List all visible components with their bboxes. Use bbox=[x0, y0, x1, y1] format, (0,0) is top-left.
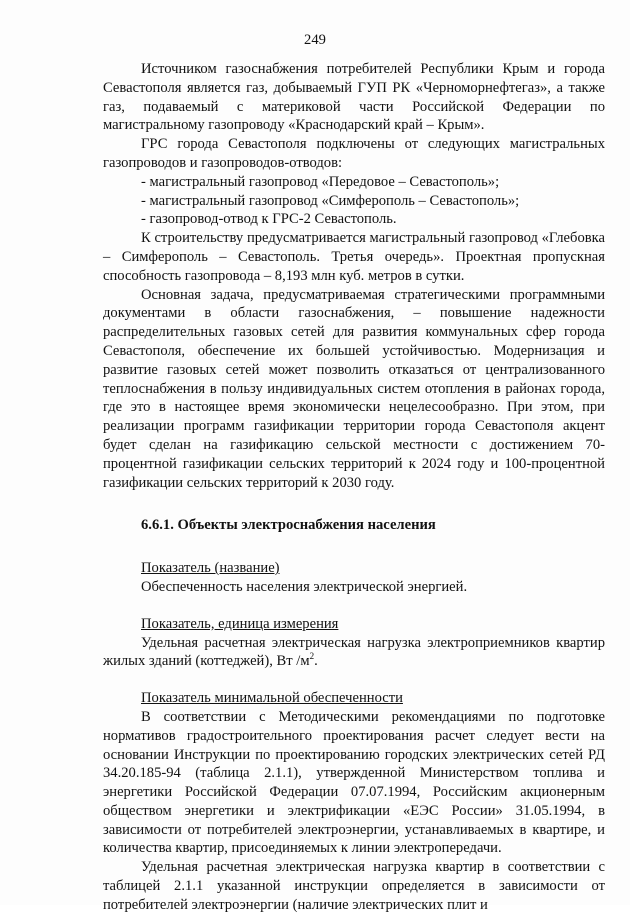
indicator-unit-label: Показатель, единица измерения bbox=[141, 615, 339, 632]
indicator-name-label: Показатель (название) bbox=[141, 560, 280, 577]
paragraph-gas-source: Источником газоснабжения потребителей Республики Крым и города Севастополя является газ, добываемый ГУП РК «Черноморнефтегаз», а также газ, подаваемый с материковой части Российской Федерации по магистральному газопроводу «Краснодарский край – Крым». bbox=[103, 61, 605, 134]
indicator-unit-period: . bbox=[314, 653, 318, 670]
indicator-name-text: Обеспеченность населения электрической энергией. bbox=[141, 578, 468, 595]
paragraph-main-task: Основная задача, предусматриваемая стратегическими программными документами в области газоснабжения, – повышение надежности распределительных газовых сетей для развития коммунальных сфер города Севастополя, обеспечение их большей устойчивостью. Модернизация и развитие газовых сетей может позволить отказаться от централизованного теплоснабжения в пользу индивидуальных систем отопления в районах города, где это в настоящее время экономически нецелесообразно. При этом, при реализации программ газификации территории города Севастополя акцент будет сделан на газификацию сельской местности с достижением 70-процентной газификации сельских территорий к 2024 году и 100-процентной газификации сельских территорий к 2030 году. bbox=[103, 286, 605, 491]
indicator-min-label: Показатель минимальной обеспеченности bbox=[141, 690, 403, 707]
section-heading: 6.6.1. Объекты электроснабжения населения bbox=[141, 517, 436, 534]
page-number: 249 bbox=[304, 32, 326, 48]
paragraph-grs-connections: ГРС города Севастополя подключены от следующих магистральных газопроводов и газопроводов-отводов: bbox=[103, 136, 605, 171]
indicator-unit-body: Удельная расчетная электрическая нагрузка электроприемников квартир жилых зданий (коттеджей), Вт /м bbox=[103, 634, 605, 670]
indicator-unit-text bbox=[103, 634, 605, 672]
paragraph-specific-load: Удельная расчетная электрическая нагрузка квартир в соответствии с таблицей 2.1.1 указанной инструкции определяется в зависимости от потребителей электроэнергии (наличие электрических плит и bbox=[103, 859, 605, 913]
list-item-pipeline-1: - магистральный газопровод «Передовое – Севастополь»; bbox=[141, 173, 500, 190]
list-item-pipeline-3: - газопровод-отвод к ГРС-2 Севастополь. bbox=[141, 211, 397, 228]
list-item-pipeline-2: - магистральный газопровод «Симферополь – Севастополь»; bbox=[141, 192, 520, 209]
paragraph-methodology: В соответствии с Методическими рекомендациями по подготовке нормативов градостроительного проектирования расчет следует вести на основании Инструкции по проектированию городских электрических сетей РД 34.20.185-94 (таблица 2.1.1), утвержденной Министерством топлива и энергетики Российской Федерации 07.07.1994, Российским акционерным обществом энергетики и электрификации «ЕЭС России» 31.05.1994, в зависимости от потребителей электроэнергии, устанавливаемых в квартире, и количества квартир, присоединяемых к линии электропередачи. bbox=[103, 708, 605, 857]
indicator-unit-superscript: 2 bbox=[309, 651, 315, 662]
spacer bbox=[103, 597, 605, 615]
page-content bbox=[103, 60, 605, 915]
paragraph-construction: К строительству предусматривается магистральный газопровод «Глебовка – Симферополь – Севастополь. Третья очередь». Проектная пропускная способность газопровода – 8,193 млн куб. метров в сутки. bbox=[103, 230, 605, 284]
spacer bbox=[103, 671, 605, 689]
